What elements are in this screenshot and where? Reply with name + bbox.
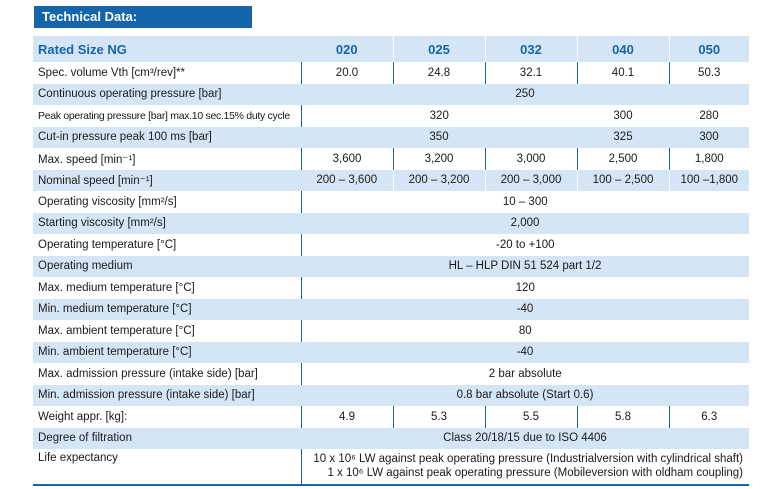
cell-value: 2,000: [301, 213, 749, 235]
table-row: [33, 62, 749, 84]
cell-value: 50.3: [669, 62, 749, 84]
cell-value: 3,600: [301, 148, 393, 170]
table-row: [33, 363, 749, 385]
table-row: [33, 191, 749, 213]
row-label: Cut-in pressure peak 100 ms [bar]: [33, 127, 301, 149]
technical-data-table: [33, 36, 749, 486]
cell-value: 280: [669, 105, 749, 127]
row-label: Weight appr. [kg]:: [33, 406, 301, 428]
cell-value: Class 20/18/15 due to ISO 4406: [301, 428, 749, 450]
cell-value: HL – HLP DIN 51 524 part 1/2: [301, 256, 749, 278]
cell-value: 200 – 3,600: [301, 170, 393, 192]
size-050: 050: [669, 36, 749, 62]
cell-value: 3,200: [393, 148, 485, 170]
size-025: 025: [393, 36, 485, 62]
cell-value: 300: [577, 105, 669, 127]
cell-value: 10 – 300: [301, 191, 749, 213]
cell-value: 250: [301, 84, 749, 106]
row-label: Max. medium temperature [°C]: [33, 277, 301, 299]
row-label: Operating viscosity [mm²/s]: [33, 191, 301, 213]
row-label: Operating temperature [°C]: [33, 234, 301, 256]
cell-value: 5.5: [485, 406, 577, 428]
cell-value: 120: [301, 277, 749, 299]
table-row: [33, 320, 749, 342]
header-label: Rated Size NG: [33, 36, 301, 62]
cell-value: 40.1: [577, 62, 669, 84]
table-row: [33, 299, 749, 321]
table-row: [33, 234, 749, 256]
cell-value: -40: [301, 299, 749, 321]
table-row: [33, 428, 749, 450]
size-040: 040: [577, 36, 669, 62]
row-label: Min. admission pressure (intake side) [bar]: [33, 385, 301, 407]
cell-value: 350: [301, 127, 577, 149]
row-label: Operating medium: [33, 256, 301, 278]
cell-value: 1,800: [669, 148, 749, 170]
table-row: [33, 256, 749, 278]
cell-value: 200 – 3,200: [393, 170, 485, 192]
section-title: Technical Data:: [34, 6, 252, 28]
row-label: Starting viscosity [mm²/s]: [33, 213, 301, 235]
row-label: Min. ambient temperature [°C]: [33, 342, 301, 364]
row-label: Min. medium temperature [°C]: [33, 299, 301, 321]
table-row: [33, 105, 749, 127]
cell-value: 6.3: [669, 406, 749, 428]
cell-value: 5.8: [577, 406, 669, 428]
row-label: Max. speed [min⁻¹]: [33, 148, 301, 170]
cell-value: 0.8 bar absolute (Start 0.6): [301, 385, 749, 407]
cell-value: 2 bar absolute: [301, 363, 749, 385]
cell-value: 4.9: [301, 406, 393, 428]
life-line-industrial: 10 x 10⁶ LW against peak operating pressure (Industrialversion with cylindrical shaft): [313, 453, 743, 465]
table-row: [33, 385, 749, 407]
table-row: [33, 213, 749, 235]
row-label: Life expectancy: [33, 449, 301, 486]
table-row: [33, 127, 749, 149]
cell-value: 100 – 2,500: [577, 170, 669, 192]
table-row: [33, 406, 749, 428]
bottom-rule: [33, 484, 749, 486]
cell-value: 300: [669, 127, 749, 149]
table-row: [33, 277, 749, 299]
table-row: [33, 449, 749, 486]
cell-value: 20.0: [301, 62, 393, 84]
table-row: [33, 84, 749, 106]
cell-value: 2,500: [577, 148, 669, 170]
cell-value: 5.3: [393, 406, 485, 428]
size-032: 032: [485, 36, 577, 62]
cell-value: 200 – 3,000: [485, 170, 577, 192]
row-label: Max. admission pressure (intake side) [bar]: [33, 363, 301, 385]
life-expectancy-cell: [301, 449, 749, 486]
table-row: [33, 170, 749, 192]
cell-value: 3,000: [485, 148, 577, 170]
table-row: [33, 342, 749, 364]
row-label: Max. ambient temperature [°C]: [33, 320, 301, 342]
table-row: [33, 148, 749, 170]
size-020: 020: [301, 36, 393, 62]
life-line-mobile: 1 x 10⁶ LW against peak operating pressure (Mobileversion with oldham coupling): [327, 467, 743, 479]
cell-value: -40: [301, 342, 749, 364]
cell-value: -20 to +100: [301, 234, 749, 256]
row-label: Peak operating pressure [bar] max.10 sec.15% duty cycle: [33, 105, 301, 127]
row-label: Degree of filtration: [33, 428, 301, 450]
cell-value: 325: [577, 127, 669, 149]
row-label: Spec. volume Vth [cm³/rev]**: [33, 62, 301, 84]
cell-value: 320: [301, 105, 577, 127]
cell-value: 80: [301, 320, 749, 342]
cell-value: 100 –1,800: [669, 170, 749, 192]
cell-value: 32.1: [485, 62, 577, 84]
row-label: Continuous operating pressure [bar]: [33, 84, 301, 106]
cell-value: 24.8: [393, 62, 485, 84]
row-label: Nominal speed [min⁻¹]: [33, 170, 301, 192]
table-header-row: [33, 36, 749, 62]
